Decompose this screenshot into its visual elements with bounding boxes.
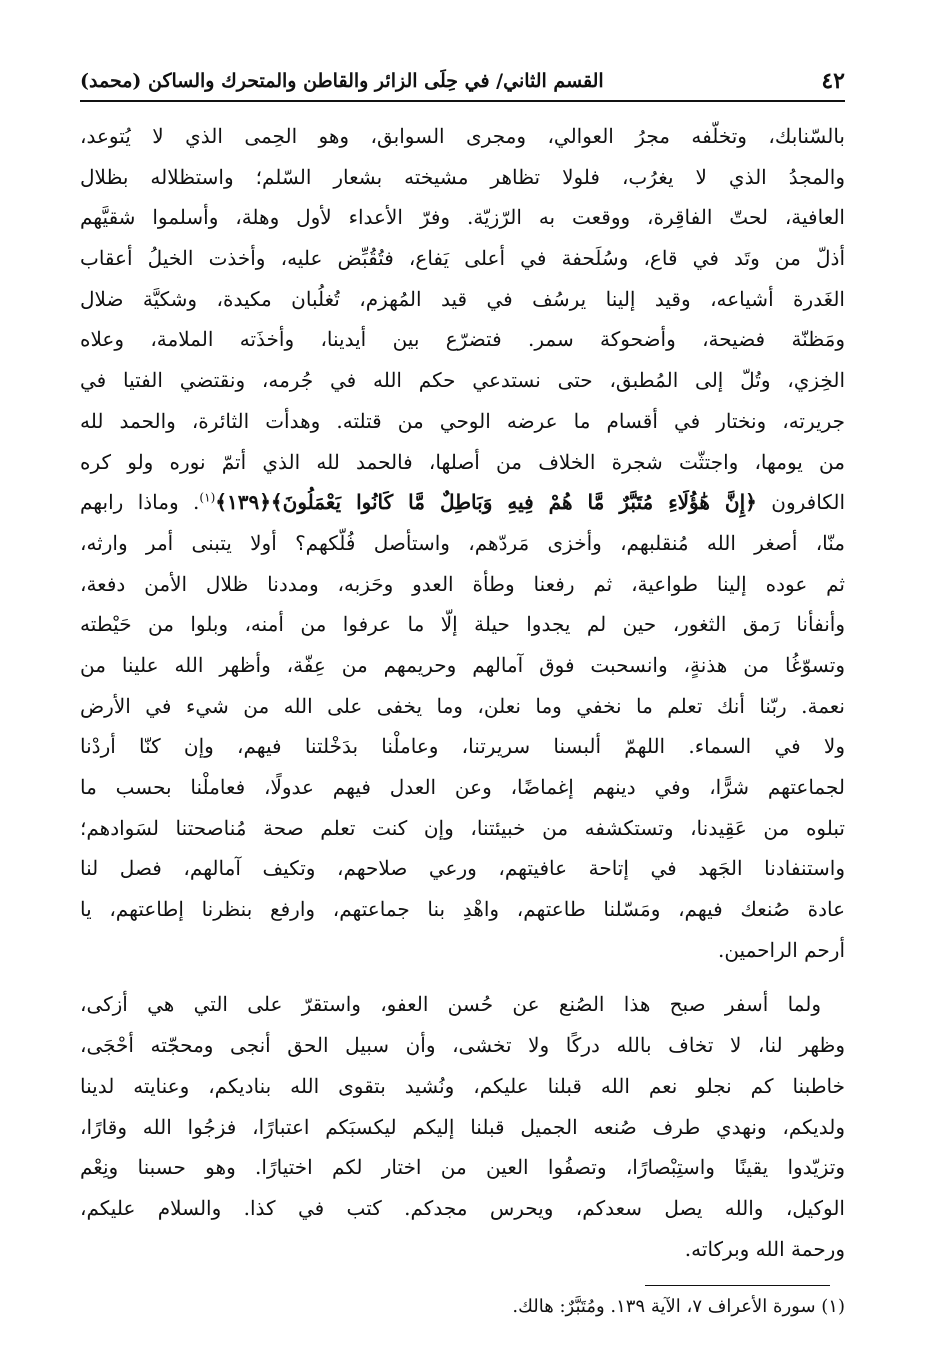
quran-quote: ﴿إِنَّ هَٰؤُلَاءِ مُتَبَّرٌ مَّا هُمْ فِيهِ وَبَاطِلٌ مَّا كَانُوا يَعْمَلُونَ﴾ (270, 490, 757, 515)
text-line: نعمة. ربّنا أنك تعلم ما نخفي وما نعلن، وما يخفى على الله من شيء في الأرض (80, 693, 845, 718)
text-line: الخِزي، وتُلّ إلى المُطبق، حتى نستدعي حكم الله في جُرمه، ونقتضي الفتيا في (80, 368, 845, 393)
running-title: القسم الثاني/ في حِلَى الزائر والقاطن والمتحرك والساكن (محمد) (80, 70, 604, 92)
text-line: بالسّنابك، وتخلّفه مجرُ العوالي، ومجرى السوابق، وهو الحِمى الذي لا يُتوعد، (80, 124, 845, 148)
text-line: ومَظنّة فضيحة، وأضحوكة سمر. فتضرّع بين أيدينا، وأخذَته الملامة، وعلاه (80, 327, 845, 352)
text-line: وتسوّغُا من هذنةٍ، وانسحبت فوق آمالهم وحريمهم من عِفّة، وأظهر الله علينا من (80, 652, 845, 677)
text-line: لجماعتهم شرًّا، وفي دينهم إغماضًا، وعن العدل فيهم عدولًا، فعاملْنا بحسب ما (80, 775, 845, 799)
text-line: منّا، أصغر الله مُنقلبهم، وأخزى مَردّهم، واستأصل فُلّكهم؟ أولا يتبنى أمر وارثه، (80, 530, 845, 555)
text-line: أذلّ من وتَد في قاع، وسُلَحفة في أعلى يَفاع، فتُقُبِّض عليه، وأخذت الخيلُ أعقاب (80, 246, 845, 271)
text-line: ولا في السماء. اللهمّ ألبسنا سريرتنا، وعاملْنا بدَخْلتنا فيهم، وإن كنّا أردْنا (80, 734, 845, 759)
text-line: من يومها، واجتثّت شجرة الخلاف من أصلها، فالحمد لله الذي أتمّ نوره ولو كره (80, 449, 845, 474)
text-line: ولما أسفر صبح هذا الصُنع عن حُسن العفو، واستقرّ على التي هي أزكى، (80, 992, 821, 1017)
text-line: والمجدُ الذي لا يغرُب، فلولا تظاهر مشيخته بشعار السّلم؛ واستظلاله بظلال (80, 164, 845, 189)
text-line: خاطبنا كم نجلو نعم الله قبلنا عليكم، ونُشيد بتقوى الله بناديكم، وعنايته لدينا (80, 1073, 845, 1098)
quran-line: الكافرون ﴿إِنَّ هَٰؤُلَاءِ مُتَبَّرٌ مَّا هُمْ فِيهِ وَبَاطِلٌ مَّا كَانُوا يَعْمَلُونَ﴾﴿١٣٩﴾$^{(١)}$. وماذا رابهم (80, 490, 845, 515)
text-line: عادة صُنعك فيهم، ومَسّلنا طاعتهم، واهْدِ بنا جماعتهم، وارفع بنظرنا إطاعتهم، يا (80, 897, 845, 922)
page-header (80, 62, 845, 100)
text-line: تبلوه من عَقِيدنا، وتستكشفه من خبيئتنا، وإن كنت تعلم صحة مُناصحتنا لسَوادهم؛ (80, 815, 845, 840)
footnote-number: (١) (821, 1296, 845, 1317)
text-line: ولديكم، ونهدي طرف صُنعه الجميل قبلنا إليكم ليكسبَكم اعتبارًا، فزجُوا الله وقارًا، (80, 1114, 845, 1139)
text-segment: الكافرون (771, 490, 845, 515)
text-segment: وماذا رابهم (80, 490, 179, 515)
footnote (145, 1293, 845, 1321)
text-line: وتزيّدوا يقينًا واستِبْصارًا، وتصفُوا العين من اختار لكم اختيارًا. وهو حسبنا ونِعْم (80, 1155, 845, 1180)
page-number: ٤٢ (821, 68, 845, 94)
text-line: جريرته، ونختار في أقسام ما عرضه الوحي من قتلته. وهدأت الثائرة، والحمد لله (80, 408, 845, 433)
paragraph-gap (80, 970, 845, 984)
footnote-text: سورة الأعراف ٧، الآية ١٣٩. ومُتَبَّرٌ: هالك. (512, 1296, 816, 1317)
text-line: ورحمة الله وبركاته. (684, 1236, 845, 1261)
header-rule (80, 100, 845, 102)
footnote-rule (645, 1285, 830, 1286)
footnote-marker[interactable]: (١) (199, 490, 216, 505)
text-line: وظهر لنا، لا تخاف بالله دركًا ولا تخشى، وأن سبيل الحق أنجى ومحجّته أحْجَى، (80, 1033, 845, 1058)
body-text (80, 116, 845, 1269)
text-line: وأنفأنا رَمق الثغور، حين لم يجدوا حيلة إلّا ما عرفوا من أمنه، وبلوا من حَيْطته (80, 612, 845, 637)
text-line: واستنفادنا الجَهد في إتاحة عافيتهم، ورعي صلاحهم، وتكيف آمالهم، فصل لنا (80, 856, 845, 881)
ayah-number: ﴿١٣٩﴾ (215, 490, 271, 515)
text-line: ثم عوده إلينا طواعية، ثم رفعنا وطأة العدو وحَزبه، ومددنا ظلال الأمن دفعة، (80, 571, 845, 596)
text-line: أرحم الراحمين. (717, 937, 845, 962)
text-line: الغَدرة أشياعه، وقيد إلينا يرسُف في قيد المُهزم، تُغلُبان مكيدة، وشكيَّة ضلال (80, 286, 845, 311)
text-line: العافية، لحتّ الفاقِرة، ووقعت به الرّزيّة. وفرّ الأعداء لأول وهلة، وأسلموا شقيَّهم (80, 205, 845, 230)
text-line: الوكيل، والله يصل سعدكم، ويحرس مجدكم. كتب في كذا. والسلام عليكم، (80, 1195, 845, 1220)
